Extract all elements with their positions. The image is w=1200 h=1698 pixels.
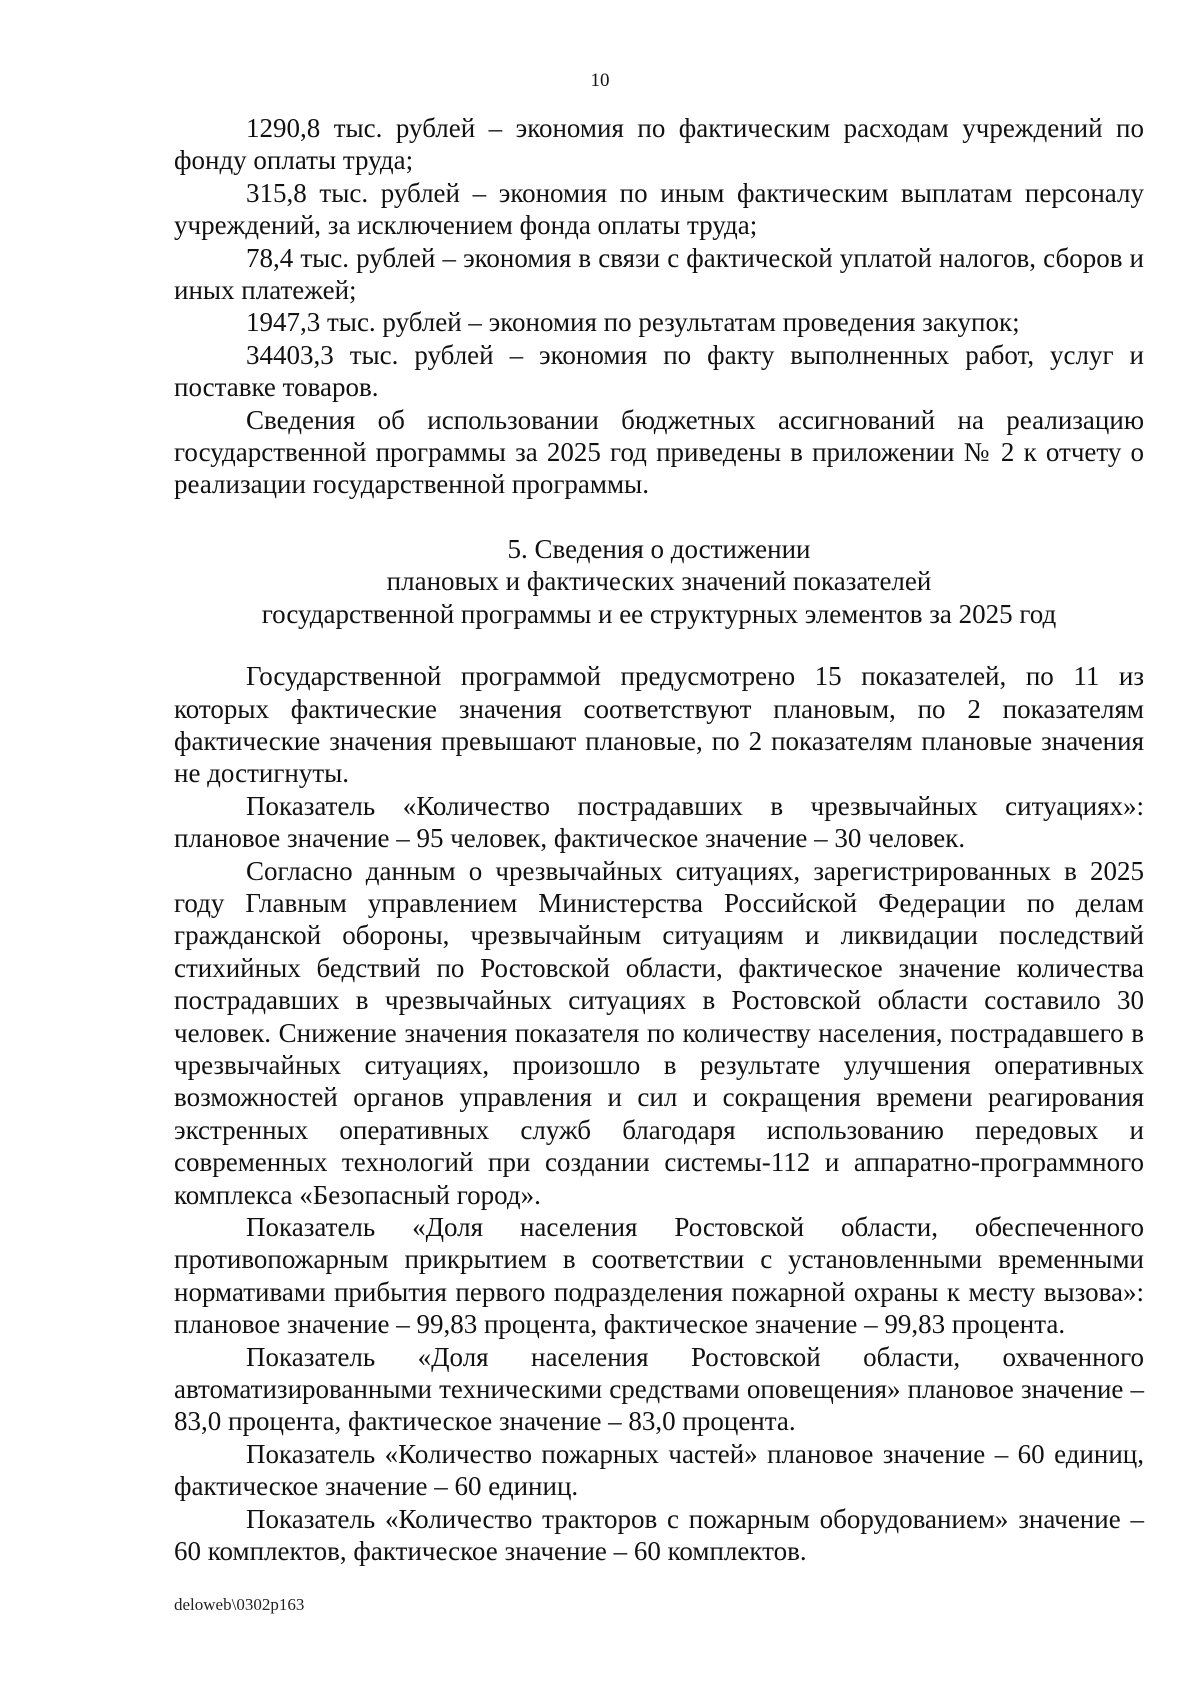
document-code-footer: deloweb\0302p163: [174, 1595, 305, 1614]
paragraph-indicators-summary: Государственной программой предусмотрено 15 показателей, по 11 из которых фактические значения соответствуют плановым, по 2 показателям фактические значения превышают плановые, по 2 показателям плановые значения не достигнуты.: [174, 661, 1144, 789]
paragraph-economy-works: 34403,3 тыс. рублей – экономия по факту выполненных работ, услуг и поставке товаров.: [174, 339, 1144, 403]
section-heading-line-1: 5. Сведения о достижении: [507, 533, 811, 564]
paragraph-indicator-fire-coverage: Показатель «Доля населения Ростовской области, обеспеченного противопожарным прикрытием в соответствии с установленными временными нормативами прибытия первого подразделения пожарной охраны к месту вызова»: плановое значение – 99,83 процента, фактическое значение – 99,83 процента.: [174, 1212, 1144, 1340]
document-body: [174, 112, 1144, 1567]
page-number: 10: [590, 70, 610, 91]
paragraph-economy-other-payments: 315,8 тыс. рублей – экономия по иным фактическим выплатам персоналу учреждений, за исключением фонда оплаты труда;: [174, 177, 1144, 241]
paragraph-budget-info: Сведения об использовании бюджетных ассигнований на реализацию государственной программы за 2025 год приведены в приложении № 2 к отчету о реализации государственной программы.: [174, 404, 1144, 500]
paragraph-economy-procurement: 1947,3 тыс. рублей – экономия по результатам проведения закупок;: [246, 307, 1020, 338]
paragraph-indicator-tractors: Показатель «Количество тракторов с пожарным оборудованием» значение – 60 комплектов, фактическое значение – 60 комплектов.: [174, 1503, 1144, 1567]
paragraph-indicator-alert-coverage: Показатель «Доля населения Ростовской области, охваченного автоматизированными техническими средствами оповещения» плановое значение – 83,0 процента, фактическое значение – 83,0 процента.: [174, 1341, 1144, 1437]
section-heading: [174, 533, 1144, 630]
paragraph-victims-explanation: Согласно данным о чрезвычайных ситуациях, зарегистрированных в 2025 году Главным управлением Министерства Российской Федерации по делам гражданской обороны, чрезвычайным ситуациям и ликвидации последствий стихийных бедствий по Ростовской области, фактическое значение количества пострадавших в чрезвычайных ситуациях в Ростовской области составило 30 человек. Снижение значения показателя по количеству населения, пострадавшего в чрезвычайных ситуациях, произошло в результате улучшения оперативных возможностей органов управления и сил и сокращения времени реагирования экстренных оперативных служб благодаря использованию передовых и современных технологий при создании системы-112 и аппаратно-программного комплекса «Безопасный город».: [174, 855, 1144, 1210]
section-heading-line-3: государственной программы и ее структурных элементов за 2025 год: [261, 598, 1057, 629]
paragraph-indicator-victims: Показатель «Количество пострадавших в чрезвычайных ситуациях»: плановое значение – 95 человек, фактическое значение – 30 человек.: [174, 790, 1144, 854]
section-heading-line-2: плановых и фактических значений показателей: [386, 566, 932, 597]
paragraph-economy-taxes: 78,4 тыс. рублей – экономия в связи с фактической уплатой налогов, сборов и иных платежей;: [174, 242, 1144, 306]
paragraph-economy-salary: 1290,8 тыс. рублей – экономия по фактическим расходам учреждений по фонду оплаты труда;: [174, 113, 1144, 176]
paragraph-indicator-fire-stations: Показатель «Количество пожарных частей» плановое значение – 60 единиц, фактическое значение – 60 единиц.: [174, 1438, 1144, 1502]
